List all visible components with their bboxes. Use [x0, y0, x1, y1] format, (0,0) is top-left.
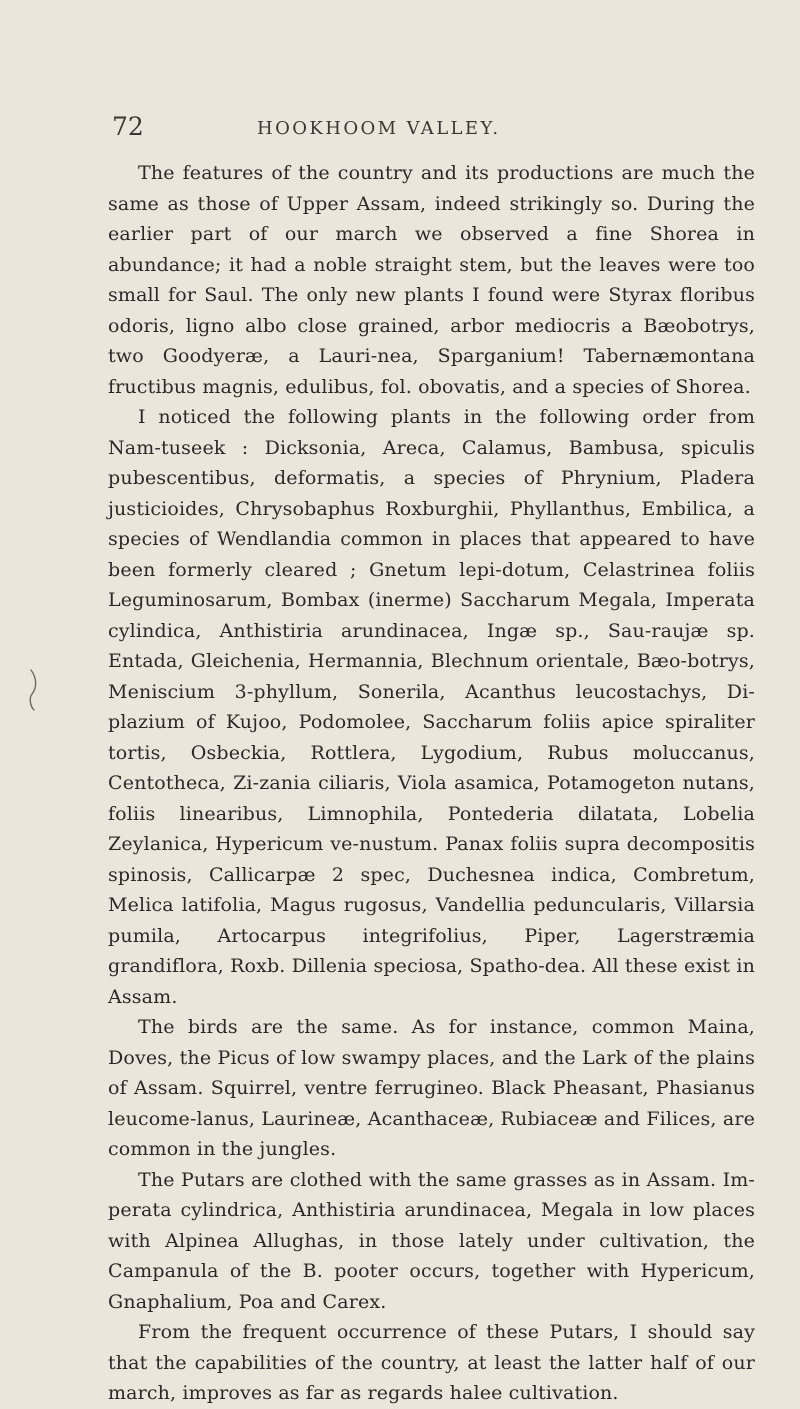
page-header	[112, 112, 752, 144]
paragraph-birds: The birds are the same. As for instance, common Maina, Doves, the Picus of low swampy places, and the Lark of the plains of Assam. Squirrel, ventre ferrugineo. Black Pheasant, Phasianus leucome-lanus, Laurineæ, Acanthaceæ, Rubiaceæ and Filices, are common in the jungles.	[108, 1016, 755, 1160]
running-head: HOOKHOOM VALLEY.	[257, 118, 501, 139]
paragraph-cultivation: From the frequent occurrence of these Putars, I should say that the capabilities of the country, at least the latter half of our march, improves as far as regards halee cultivation.	[108, 1321, 755, 1404]
paragraph-plant-list: I noticed the following plants in the following order from Nam-tuseek : Dicksonia, Areca, Calamus, Bambusa, spiculis pubescentibus, deformatis, a species of Phrynium, Pladera justicioides, Chrysobaphus Roxburghii, Phyllanthus, Embilica, a species of Wendlandia common in places that appeared to have been formerly cleared ; Gnetum lepi-dotum, Celastrinea foliis Leguminosarum, Bombax (inerme) Saccharum Megala, Imperata cylindica, Anthistiria arundinacea, Ingæ sp., Sau-raujæ sp. Entada, Gleichenia, Hermannia, Blechnum orientale, Bæo-botrys, Meniscium 3-phyllum, Sonerila, Acanthus leucostachys, Di-plazium of Kujoo, Podomolee, Saccharum foliis apice spiraliter tortis, Osbeckia, Rottlera, Lygodium, Rubus moluccanus, Centotheca, Zi-zania ciliaris, Viola asamica, Potamogeton nutans, foliis linearibus, Limnophila, Pontederia dilatata, Lobelia Zeylanica, Hypericum ve-nustum. Panax foliis supra decompositis spinosis, Callicarpæ 2 spec, Duchesnea indica, Combretum, Melica latifolia, Magus rugosus, Vandellia peduncularis, Villarsia pumila, Artocarpus integrifolius, Piper, Lagerstræmia grandiflora, Roxb. Dillenia speciosa, Spatho-dea. All these exist in Assam.	[108, 406, 755, 1008]
margin-pencil-mark	[28, 668, 38, 712]
paragraph-putars: The Putars are clothed with the same grasses as in Assam. Im-perata cylindrica, Anthistiria arundinacea, Megala in low places with Alpinea Allughas, in those lately under cultivation, the Campanula of the B. pooter occurs, together with Hypericum, Gnaphalium, Poa and Carex.	[108, 1168, 755, 1313]
page-number: 72	[112, 112, 144, 141]
paragraph-features: The features of the country and its productions are much the same as those of Upper Assam, indeed strikingly so. During the earlier part of our march we observed a fine Shorea in abundance; it had a noble straight stem, but the leaves were too small for Saul. The only new plants I found were Styrax floribus odoris, ligno albo close grained, arbor mediocris a Bæobotrys, two Goodyeræ, a Lauri-nea, Sparganium! Tabernæmontana fructibus magnis, edulibus, fol. obovatis, and a species of Shorea.	[108, 162, 755, 398]
body-text	[108, 158, 755, 1409]
